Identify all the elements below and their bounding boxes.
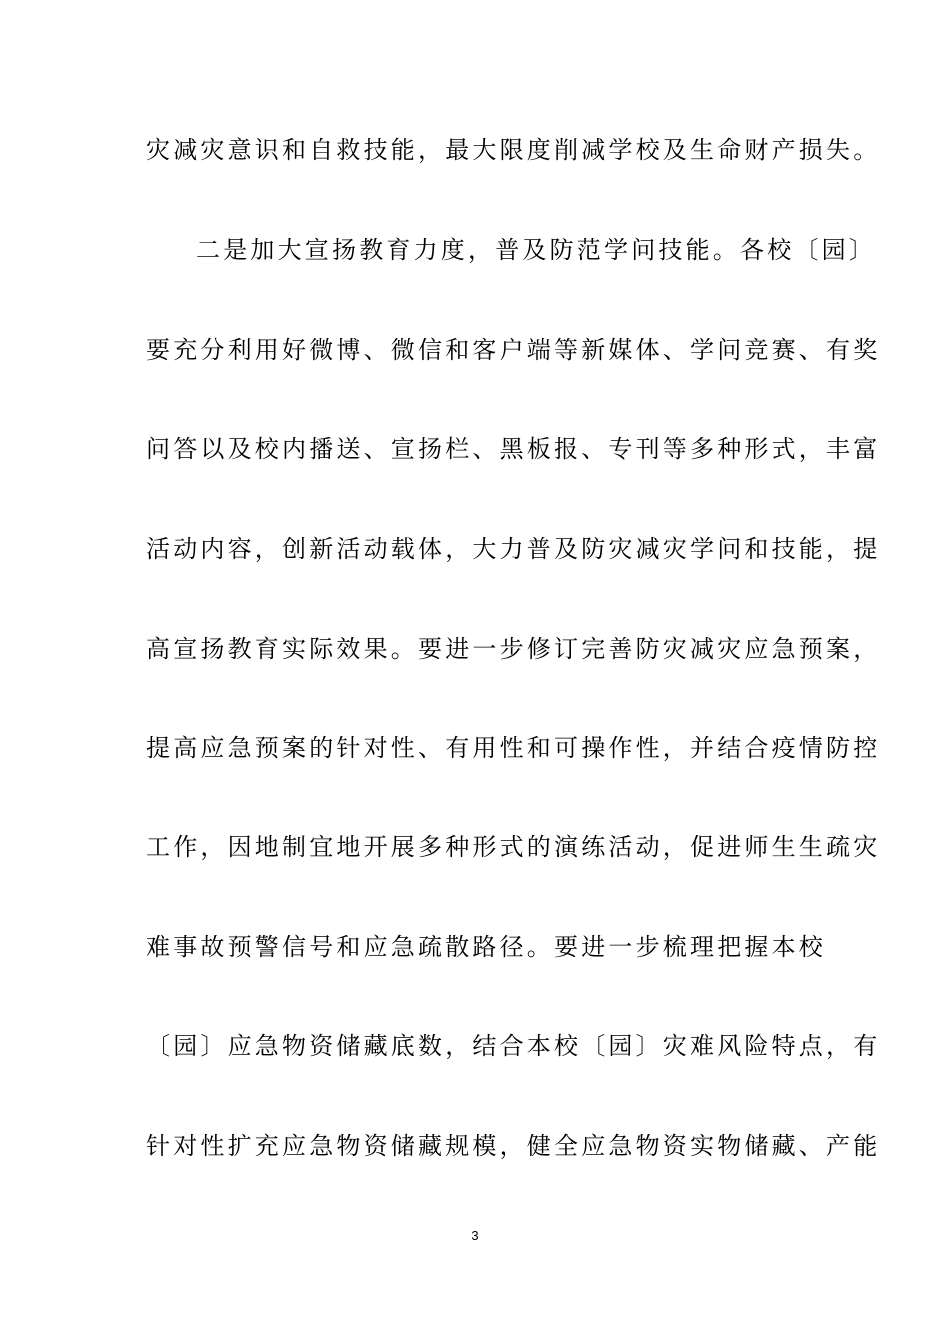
text-line-8: 工作，因地制宜地开展多种形式的演练活动，促进师生生疏灾 bbox=[146, 833, 881, 861]
text-line-9: 难事故预警信号和应急疏散路径。要进一步梳理把握本校 bbox=[146, 933, 826, 961]
text-line-7: 提高应急预案的针对性、有用性和可操作性，并结合疫情防控 bbox=[146, 734, 881, 762]
text-line-11: 针对性扩充应急物资储藏规模，健全应急物资实物储藏、产能 bbox=[146, 1132, 881, 1160]
page-number: 3 bbox=[471, 1228, 479, 1243]
text-line-3: 要充分利用好微博、微信和客户端等新媒体、学问竞赛、有奖 bbox=[146, 336, 881, 364]
text-line-4: 问答以及校内播送、宣扬栏、黑板报、专刊等多种形式，丰富 bbox=[146, 435, 881, 463]
text-line-6: 高宣扬教育实际效果。要进一步修订完善防灾减灾应急预案， bbox=[146, 635, 881, 663]
text-line-5: 活动内容，创新活动载体，大力普及防灾减灾学问和技能，提 bbox=[146, 535, 881, 563]
text-line-10: 〔园〕应急物资储藏底数，结合本校〔园〕灾难风险特点，有 bbox=[146, 1032, 881, 1060]
text-line-2: 二是加大宣扬教育力度，普及防范学问技能。各校〔园〕 bbox=[196, 236, 876, 264]
text-line-1: 灾减灾意识和自救技能，最大限度削减学校及生命财产损失。 bbox=[146, 136, 881, 164]
